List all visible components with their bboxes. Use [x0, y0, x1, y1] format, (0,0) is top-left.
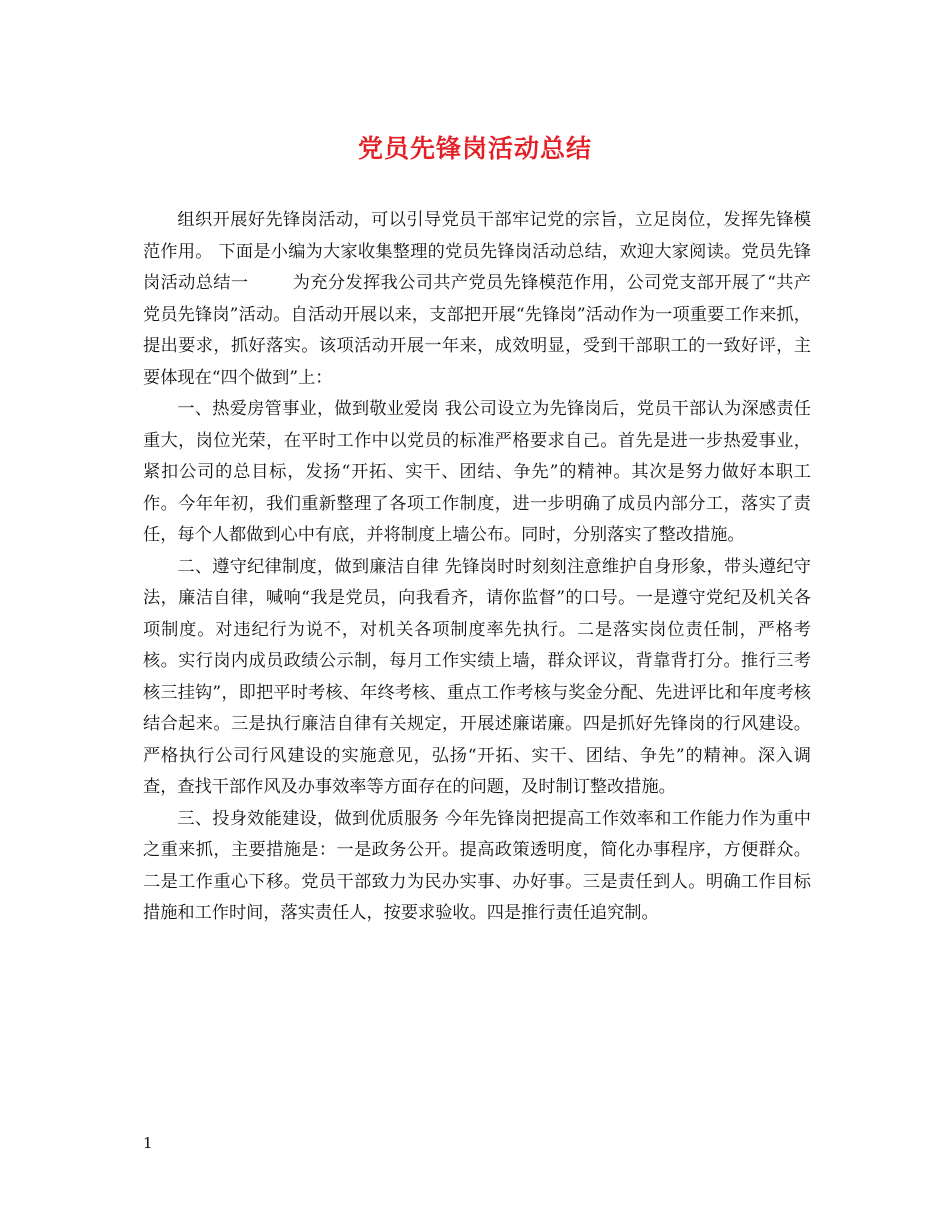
body-paragraph-1: 一、热爱房管事业，做到敬业爱岗 我公司设立为先锋岗后，党员干部认为深感责任重大，岗位光荣，在平时工作中以党员的标准严格要求自己。首先是进一步热爱事业，紧扣公司的总目标，发扬“开拓、实干、团结、争先”的精神。其次是努力做好本职工作。今年年初，我们重新整理了各项工作制度，进一步明确了成员内部分工，落实了责任，每个人都做到心中有底，并将制度上墙公布。同时，分别落实了整改措施。: [143, 399, 811, 545]
body-paragraph-3: 三、投身效能建设，做到优质服务 今年先锋岗把提高工作效率和工作能力作为重中之重来抓，主要措施是：一是政务公开。提高政策透明度，简化办事程序，方便群众。二是工作重心下移。党员干部致力为民办实事、办好事。三是责任到人。明确工作目标措施和工作时间，落实责任人，按要求验收。四是推行责任追究制。: [143, 808, 811, 923]
document-title: 党员先锋岗活动总结: [357, 134, 592, 163]
body-paragraph-2: 二、遵守纪律制度，做到廉洁自律 先锋岗时时刻刻注意维护自身形象，带头遵纪守法，廉洁自律，喊响“我是党员，向我看齐，请你监督”的口号。一是遵守党纪及机关各项制度。对违纪行为说不，对机关各项制度率先执行。二是落实岗位责任制，严格考核。实行岗内成员政绩公示制，每月工作实绩上墙，群众评议，背靠背打分。推行三考核三挂钩”，即把平时考核、年终考核、重点工作考核与奖金分配、先进评比和年度考核结合起来。三是执行廉洁自律有关规定，开展述廉诺廉。四是抓好先锋岗的行风建设。严格执行公司行风建设的实施意见，弘扬“开拓、实干、团结、争先”的精神。深入调查，查找干部作风及办事效率等方面存在的问题，及时制订整改措施。: [143, 556, 811, 797]
section-heading: 党员先锋岗活动总结一: [143, 241, 811, 293]
intro-text: 组织开展好先锋岗活动，可以引导党员干部牢记党的宗旨，立足岗位，发挥先锋模范作用。 下面是小编为大家收集整理的党员先锋岗活动总结，欢迎大家阅读。: [143, 210, 811, 262]
section-intro-text: 为充分发挥我公司共产党员先锋模范作用，公司党支部开展了“共产党员先锋岗”活动。自活动开展以来，支部把开展“先锋岗”活动作为一项重要工作来抓，提出要求，抓好落实。该项活动开展一年来，成效明显，受到干部职工的一致好评，主要体现在“四个做到”上：: [143, 273, 811, 388]
intro-paragraph: [143, 205, 811, 394]
page-number: 1: [143, 1134, 153, 1152]
document-body: [143, 205, 811, 930]
